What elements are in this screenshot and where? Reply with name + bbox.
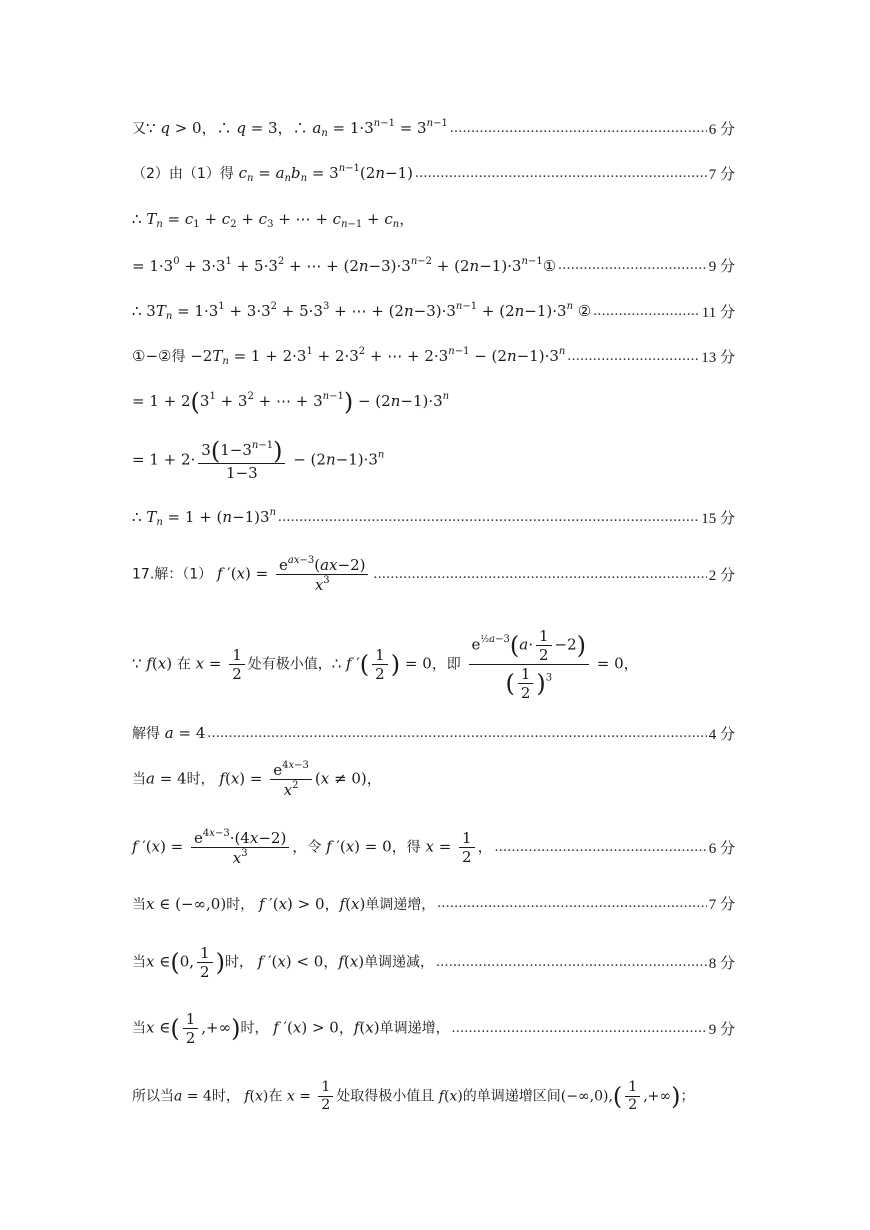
score-label: 15 分 <box>701 510 735 527</box>
line-14-formula: f ′(x) = $\frac{e^{4x-3}\cdot(4x-2)}{x^3}$ ，令 f ′(x) = 0，得 x = $\frac{1}{2}$ ， <box>132 827 493 867</box>
text-shi: 时， <box>224 954 253 970</box>
text-dang: 当 <box>132 896 146 913</box>
leader-dots <box>278 509 699 526</box>
text-yin: 由 <box>168 165 183 182</box>
text-zai: 在 <box>176 656 191 672</box>
line-11-formula: ∵ f(x) 在 x = $\frac{1}{2}$ 处有极小值，∴ f ′( $\frac{1}{2}$ ) = 0，即 $e^{\frac{1}{2}a-3}(a\cdot$ $\frac{1}{2}$ −2) ( $\frac{1}{2}$ )$^3$ = 0， <box>132 626 639 702</box>
text-zai: 在 <box>268 1088 283 1104</box>
text-shi: 时， <box>240 1020 269 1036</box>
text-ling: 令 <box>307 839 322 855</box>
line-9-formula: ∴ $T_n = 1 + (n-1)3^n$ <box>132 506 277 528</box>
score-label: 13 分 <box>701 349 735 366</box>
line-4 <box>132 252 735 278</box>
text-increasing: 单调递增， <box>379 1020 450 1036</box>
text-ji: 即 <box>446 656 461 672</box>
text-dang: 当 <box>132 771 146 787</box>
leader-dots <box>436 954 707 971</box>
fraction: $\frac{3(1-3^{n-1})}{1-3}$ <box>198 439 285 482</box>
text-dang: 当 <box>132 1020 146 1036</box>
line-9 <box>132 504 735 530</box>
line-3 <box>132 206 735 232</box>
leader-dots <box>415 165 707 182</box>
line-12-formula: 解得 a = 4 <box>132 724 206 742</box>
line-3-formula: ∴ $T_n = c_1 + c_2 + c_3$ + ⋯ + $c_{n-1} + c_n$， <box>132 210 415 230</box>
leader-dots <box>207 725 706 742</box>
line-15-formula: 当x ∈ (−∞,0)时， f ′(x) > 0，f(x)单调递增， <box>132 894 436 913</box>
leader-dots <box>373 566 706 583</box>
score-label: 7 分 <box>708 896 735 913</box>
line-13 <box>132 754 735 804</box>
text-de: 得 <box>406 839 421 855</box>
line-8 <box>132 432 735 488</box>
text-de: 得 <box>219 165 234 182</box>
score-label: 6 分 <box>708 121 735 138</box>
text-shi: 时， <box>226 896 255 913</box>
text-interval: 的单调递增区间 <box>462 1088 561 1104</box>
score-label: 9 分 <box>708 258 735 275</box>
fraction: $e^{\frac{1}{2}a-3}(a\cdot$ $\frac{1}{2}$ −2) ( $\frac{1}{2}$ )$^3$ <box>469 627 590 702</box>
leader-dots <box>437 895 706 912</box>
text-de: 得 <box>171 348 186 365</box>
text-you: 又 <box>132 121 146 137</box>
problem-17-label: 17.解： <box>132 566 183 582</box>
line-8-formula: = 1 + 2· $\frac{3(1-3^{n-1})}{1-3}$ − $(2n-1)\cdot 3^n$ <box>132 436 385 482</box>
line-10-formula: 17.解：（1） f ′(x) = $\frac{e^{ax-3}(ax-2)}{x^3}$ <box>132 555 371 594</box>
line-18 <box>132 1072 730 1120</box>
score-label: 11 分 <box>701 304 735 321</box>
fraction: $\frac{e^{ax-3}(ax-2)}{x^3}$ <box>276 555 368 594</box>
leader-dots <box>452 1020 707 1037</box>
line-17 <box>132 1004 735 1052</box>
line-6 <box>132 343 735 369</box>
line-5 <box>132 298 735 324</box>
text-shi: 时， <box>186 771 215 787</box>
line-1 <box>132 116 735 140</box>
line-1-formula: 又∵ q > 0，∴ q = 3，∴ $a_n = 1\cdot 3^{n-1} = 3^{n-1}$ <box>132 118 448 139</box>
line-16 <box>132 938 735 986</box>
text-take-min: 处取得极小值且 <box>336 1088 435 1104</box>
line-7-formula: = $1 + 2(3^1 + 3^2$ + ⋯ + $3^{n-1}) - (2n-1)\cdot 3^n$ <box>132 388 450 416</box>
text-suoyi: 所以当 <box>132 1088 174 1104</box>
line-5-formula: ∴ $3T_n = 1\cdot 3^1 + 3\cdot 3^2 + 5\cdot 3^3$ + ⋯ + $(2n-3)\cdot 3^{n-1} + (2n-1)\cdot 3^n$ ② <box>132 300 592 322</box>
line-2-formula: （2）由（1）得 $c_n = a_nb_n = 3^{n-1}(2n-1)$ <box>132 162 413 184</box>
text-jiede: 解得 <box>132 726 160 742</box>
line-10 <box>132 548 735 600</box>
text-increasing: 单调递增， <box>365 896 436 913</box>
leader-dots <box>593 303 700 320</box>
text-dang: 当 <box>132 954 146 970</box>
score-label: 8 分 <box>708 955 735 972</box>
fraction: $\frac{1}{2}$ <box>229 646 245 683</box>
line-18-formula: 所以当a = 4时， f(x)在 x = $\frac{1}{2}$ 处取得极小值且 f(x)的单调递增区间(−∞,0),( $\frac{1}{2}$ ,+∞)； <box>132 1078 695 1113</box>
text-shi: 时， <box>211 1088 240 1104</box>
score-label: 2 分 <box>708 567 735 584</box>
line-2 <box>132 160 735 186</box>
fraction: $\frac{e^{4x-3}}{x^2}$ <box>270 760 312 799</box>
line-7 <box>132 388 735 416</box>
score-label: 9 分 <box>708 1021 735 1038</box>
line-17-formula: 当x ∈( $\frac{1}{2}$ ,+∞)时， f ′(x) > 0，f(x)单调递增， <box>132 1009 450 1047</box>
line-6-formula: ①−②得 $-2T_n = 1 + 2\cdot 3^1 + 2\cdot 3^2$ + ⋯ + $2\cdot 3^{n-1} - (2n-1)\cdot 3^n$ <box>132 345 566 367</box>
score-label: 4 分 <box>708 726 735 743</box>
score-label: 7 分 <box>708 166 735 183</box>
line-14 <box>132 822 735 872</box>
line-12 <box>132 720 735 746</box>
fraction: $\frac{e^{4x-3}\cdot(4x-2)}{x^3}$ <box>191 828 289 867</box>
text-decreasing: 单调递减， <box>364 954 435 970</box>
text-min: 处有极小值， <box>247 656 332 672</box>
line-4-formula: = $1\cdot 3^0 + 3\cdot 3^1 + 5\cdot 3^2$ + ⋯ + $(2n-3)\cdot 3^{n-2}$ + $(2n-1)\cdot 3^{n-1}①$ <box>132 255 557 275</box>
line-15 <box>132 890 735 916</box>
line-13-formula: 当a = 4时， f(x) = $\frac{e^{4x-3}}{x^2}$ (x ≠ 0)， <box>132 759 382 799</box>
line-11 <box>132 616 735 712</box>
leader-dots <box>450 120 707 137</box>
line-16-formula: 当x ∈(0, $\frac{1}{2}$ )时， f ′(x) < 0，f(x)单调递减， <box>132 943 435 981</box>
leader-dots <box>495 839 707 856</box>
leader-dots <box>567 348 699 365</box>
score-label: 6 分 <box>708 840 735 857</box>
leader-dots <box>558 257 707 274</box>
